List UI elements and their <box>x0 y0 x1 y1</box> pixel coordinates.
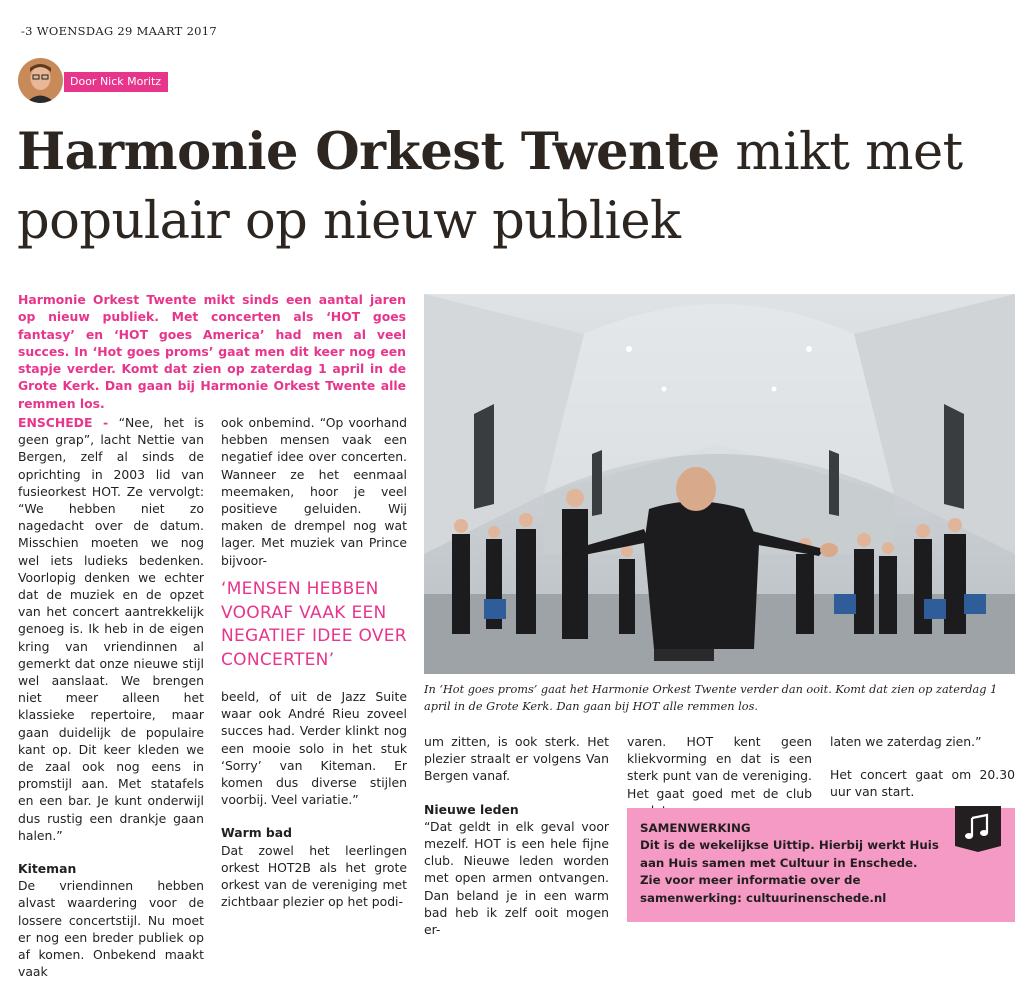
pull-quote: ‘MENSEN HEBBEN VOORAF VAAK EEN NEGATIEF IDEE OVER CONCERTEN’ <box>221 579 407 670</box>
paragraph: ook onbemind. “Op voorhand hebben mensen vaak een negatief idee over concerten. Wanneer ze het eenmaal meemaken, hoor je veel positieve geluiden. Wij maken de drempel nog wat lager. Met muziek van Prince bijvoor- <box>221 415 407 568</box>
music-note-icon <box>955 806 1001 852</box>
headline-rest: mikt met populair op nieuw publiek <box>17 123 963 251</box>
author-byline: Door Nick Moritz <box>64 72 168 92</box>
article-headline <box>17 118 1017 256</box>
paragraph: um zitten, is ook sterk. Het plezier straalt er volgens Van Bergen vanaf. <box>424 734 609 784</box>
paragraph-text: “Nee, het is geen grap”, lacht Nettie van Bergen, zelf al sinds de oprichting in 2003 lid van fusieorkest HOT. Ze vervolgt: “We hebben niet zo nagedacht over de datum. Misschien moeten we nog wel iets ludieks bedenken. Voorlopig denken we echter dat de muziek en de opzet van het concert aantrekkelijk genoeg is. Ik heb in de eigen kring van vriendinnen al gemerkt dat onze nieuwe stijl wel aanslaat. We brengen niet meer alleen het klassieke repertoire, maar gaan duidelijk de populaire kant op. Dit keer kleden we de zaal ook nog eens in promstijl aan. Met statafels en een bar. Je kunt onderwijl dus rustig een drankje gaan halen.” <box>18 415 204 843</box>
subheading-kiteman: Kiteman <box>18 861 77 877</box>
paragraph: varen. HOT kent geen kliekvorming en dat is een sterk punt van de vereniging. Het gaat goed met de club <box>627 734 812 801</box>
column-4 <box>627 733 812 819</box>
orchestra-photo <box>424 294 1015 674</box>
paragraph: laten we zaterdag zien.” <box>830 734 982 749</box>
headline-bold: Harmonie Orkest Twente <box>17 122 720 182</box>
column-3 <box>424 733 609 938</box>
paragraph: “Dat geldt in elk geval voor mezelf. HOT is een hele fijne club. Nieuwe leden worden met open armen ontvangen. Dan beland je in een warm bad heb ik zelf ooit mogen er- <box>424 818 609 938</box>
info-box-text <box>640 820 960 907</box>
info-box-line-2: Zie voor meer informatie over de samenwerking: cultuurinenschede.nl <box>640 873 887 905</box>
column-5 <box>830 733 1015 801</box>
author-avatar <box>18 58 63 103</box>
dateline: ENSCHEDE - <box>18 415 119 430</box>
photo-caption: In ‘Hot goes proms’ gaat het Harmonie Orkest Twente verder dan ooit. Komt dat zien op zaterdag 1 april in de Grote Kerk. Dan gaan bij HOT alle remmen los. <box>424 683 998 713</box>
column-2 <box>221 414 407 569</box>
info-box-line-1: Dit is de wekelijkse Uittip. Hierbij werkt Huis aan Huis samen met Cultuur in Enschede. <box>640 838 939 870</box>
article-intro: Harmonie Orkest Twente mikt sinds een aantal jaren op nieuw publiek. Met concerten als ‘HOT goes fantasy’ en ‘HOT goes America’ had men al veel succes. In ‘Hot goes proms’ gaat men dit keer nog een stapje verder. Komt dat zien op zaterdag 1 april in de Grote Kerk. Dan gaan bij Harmonie Orkest Twente alle remmen los. <box>18 292 406 411</box>
subheading-warm-bad: Warm bad <box>221 825 293 841</box>
paragraph: De vriendinnen hebben alvast waardering voor de lossere concertstijl. Nu moet er nog een breder publiek op af komen. Onbekend maakt vaak <box>18 878 204 980</box>
paragraph: beeld, of uit de Jazz Suite waar ook André Rieu zoveel succes had. Verder klinkt nog een mooie solo in het stuk ‘Sorry’ van Kiteman. Er komen dus diverse stijlen voorbij. Veel variatie.” <box>221 689 407 808</box>
paragraph: Het concert gaat om 20.30 uur van start. <box>830 767 1015 800</box>
column-1 <box>18 414 204 981</box>
paragraph <box>18 414 204 844</box>
info-box-title: SAMENWERKING <box>640 821 751 835</box>
column-2-continued <box>221 688 407 910</box>
page-dateline: -3 WOENSDAG 29 MAART 2017 <box>21 24 218 38</box>
paragraph: Dat zowel het leerlingen orkest HOT2B als het grote orkest van de vereniging met zichtbaar plezier op het podi- <box>221 842 407 910</box>
subheading-nieuwe-leden: Nieuwe leden <box>424 801 519 817</box>
